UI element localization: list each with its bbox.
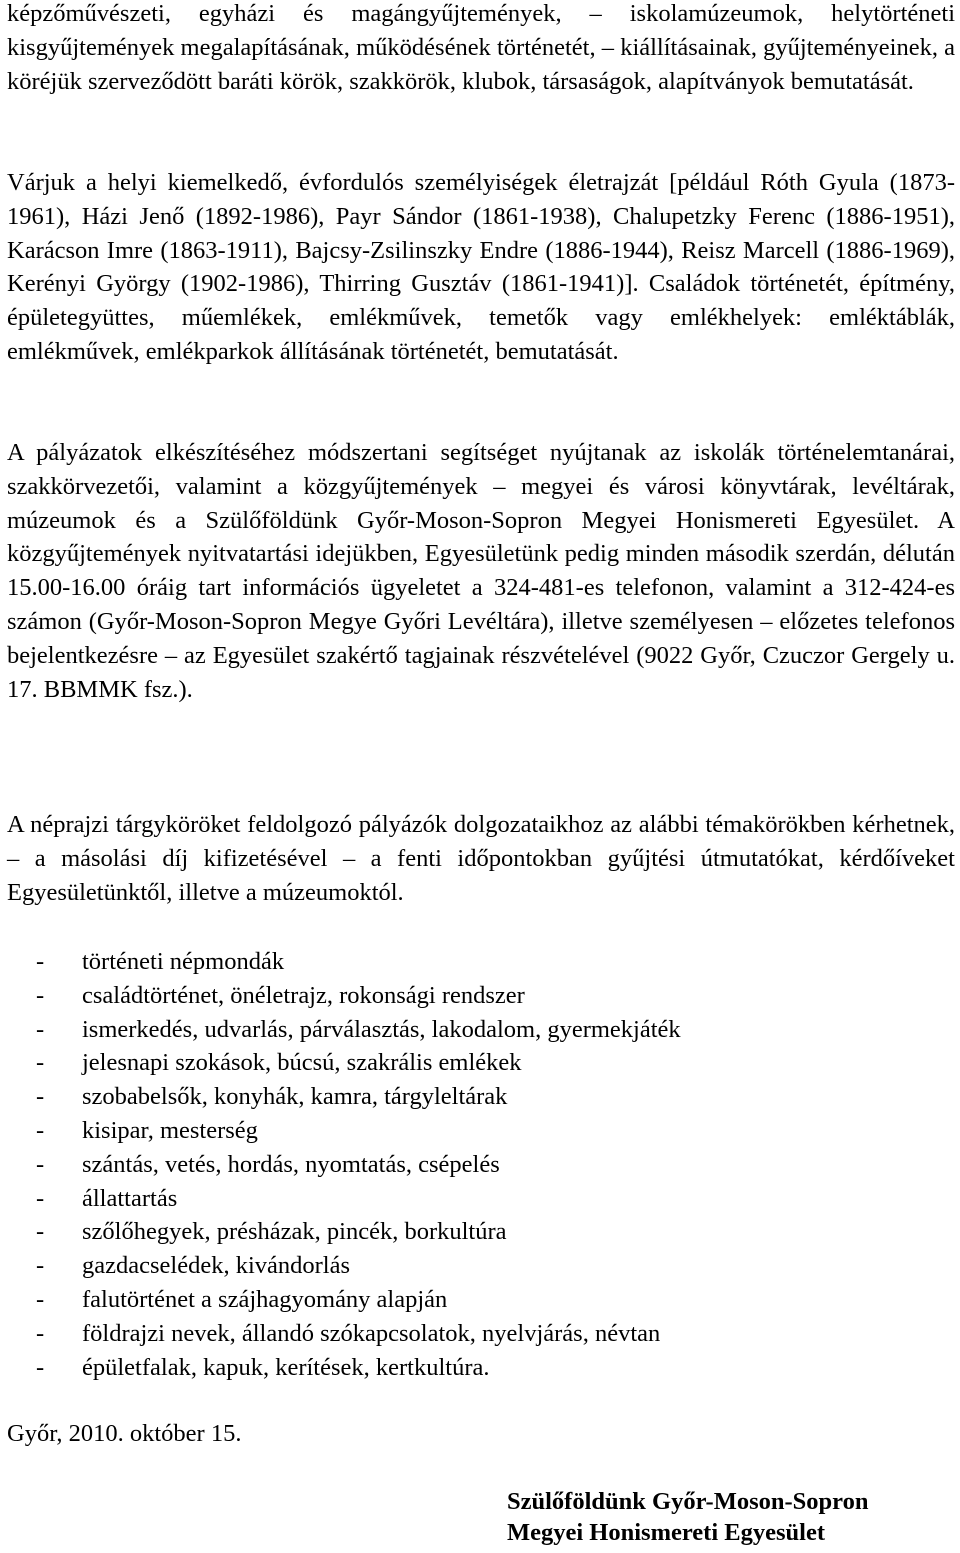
paragraph-personalities: Várjuk a helyi kiemelkedő, évfordulós személyiségek életrajzát [például Róth Gyula (1873-1961), Házi Jenő (1892-1986), Payr Sándor (1861-1938), Chalupetzky Ferenc (1886-1951), Karácson Imre (1863-1911), Bajcsy-Zsilinszky Endre (1886-1944), Reisz Marcell (1886-1969), Kerényi György (1902-1986), Thirring Gusztáv (1861-1941)]. Családok történetét, építmény, épületegyüttes, műemlékek, emlékművek, temetők vagy emlékhelyek: emléktáblák, emlékművek, emlékparkok állításának történetét, bemutatását. <box>7 169 955 365</box>
list-bullet: - <box>36 1150 45 1178</box>
list-item-text: kisipar, mesterség <box>82 1116 258 1144</box>
list-bullet: - <box>36 948 45 975</box>
list-item-text: földrajzi nevek, állandó szókapcsolatok, nyelvjárás, névtan <box>82 1319 661 1347</box>
topic-list <box>7 945 681 1384</box>
list-item <box>7 979 681 1013</box>
list-bullet: - <box>36 1285 45 1313</box>
list-bullet: - <box>36 981 45 1009</box>
list-item <box>7 945 681 979</box>
list-bullet: - <box>36 1319 45 1347</box>
list-item <box>7 1215 681 1249</box>
list-item <box>7 1317 681 1351</box>
dateline: Győr, 2010. október 15. <box>7 1420 242 1447</box>
list-item-text: szőlőhegyek, présházak, pincék, borkultúra <box>82 1218 507 1246</box>
paragraph-ethnographic-topics: A néprajzi tárgyköröket feldolgozó pályázók dolgozataikhoz az alábbi témakörökben kérhetnek, – a másolási díj kifizetésével – a fenti időpontokban gyűjtési útmutatókat, kérdőíveket Egyesületünktől, illetve a múzeumoktól. <box>7 811 955 906</box>
signature-line-association: Megyei Honismereti Egyesület <box>507 1519 825 1546</box>
list-bullet: - <box>36 1218 45 1246</box>
list-item <box>7 1114 681 1148</box>
list-item <box>7 1283 681 1317</box>
list-item <box>7 1351 681 1385</box>
list-item-text: gazdacselédek, kivándorlás <box>82 1252 351 1280</box>
list-bullet: - <box>36 1116 45 1144</box>
list-item <box>7 1013 681 1047</box>
list-item <box>7 1148 681 1182</box>
list-item <box>7 1182 681 1216</box>
list-item-text: ismerkedés, udvarlás, párválasztás, lakodalom, gyermekjáték <box>82 1015 681 1043</box>
list-item-text: épületfalak, kapuk, kerítések, kertkultúra. <box>82 1353 490 1381</box>
list-item <box>7 1046 681 1080</box>
list-bullet: - <box>36 1252 45 1280</box>
list-bullet: - <box>36 1049 45 1077</box>
list-bullet: - <box>36 1353 45 1381</box>
list-bullet: - <box>36 1015 45 1043</box>
list-item <box>7 1249 681 1283</box>
list-bullet: - <box>36 1083 45 1111</box>
list-item-text: állattartás <box>82 1184 178 1212</box>
list-item <box>7 1080 681 1114</box>
list-item-text: családtörténet, önéletrajz, rokonsági rendszer <box>82 981 525 1009</box>
list-item-text: történeti népmondák <box>82 948 285 975</box>
list-item-text: jelesnapi szokások, búcsú, szakrális emlékek <box>82 1049 522 1077</box>
signature-line-organization: Szülőföldünk Győr-Moson-Sopron <box>507 1488 869 1515</box>
signature-block <box>507 1486 868 1548</box>
list-item-text: szobabelsők, konyhák, kamra, tárgyleltárak <box>82 1083 508 1111</box>
list-item-text: falutörténet a szájhagyomány alapján <box>82 1285 448 1313</box>
list-item-text: szántás, vetés, hordás, nyomtatás, csépelés <box>82 1150 500 1178</box>
list-bullet: - <box>36 1184 45 1212</box>
paragraph-methodological-help: A pályázatok elkészítéséhez módszertani segítséget nyújtanak az iskolák történelemtanárai, szakkörvezetői, valamint a közgyűjtemények – megyei és városi könyvtárak, levéltárak, múzeumok és a Szülőföldünk Győr-Moson-Sopron Megyei Honismereti Egyesület. A közgyűjtemények nyitvatartási idejükben, Egyesületünk pedig minden második szerdán, délután 15.00-16.00 óráig tart információs ügyeletet a 324-481-es telefonon, valamint a 312-424-es számon (Győr-Moson-Sopron Megye Győri Levéltára), illetve személyesen – előzetes telefonos bejelentkezésre – az Egyesület szakértő tagjainak részvételével (9022 Győr, Czuczor Gergely u. 17. BBMMK fsz.). <box>7 439 955 703</box>
paragraph-collections: képzőművészeti, egyházi és magángyűjtemények, – iskolamúzeumok, helytörténeti kisgyűjtemények megalapításának, működésének történetét, – kiállításainak, gyűjteményeinek, a köréjük szerveződött baráti körök, szakkörök, klubok, társaságok, alapítványok bemutatását. <box>7 0 955 95</box>
